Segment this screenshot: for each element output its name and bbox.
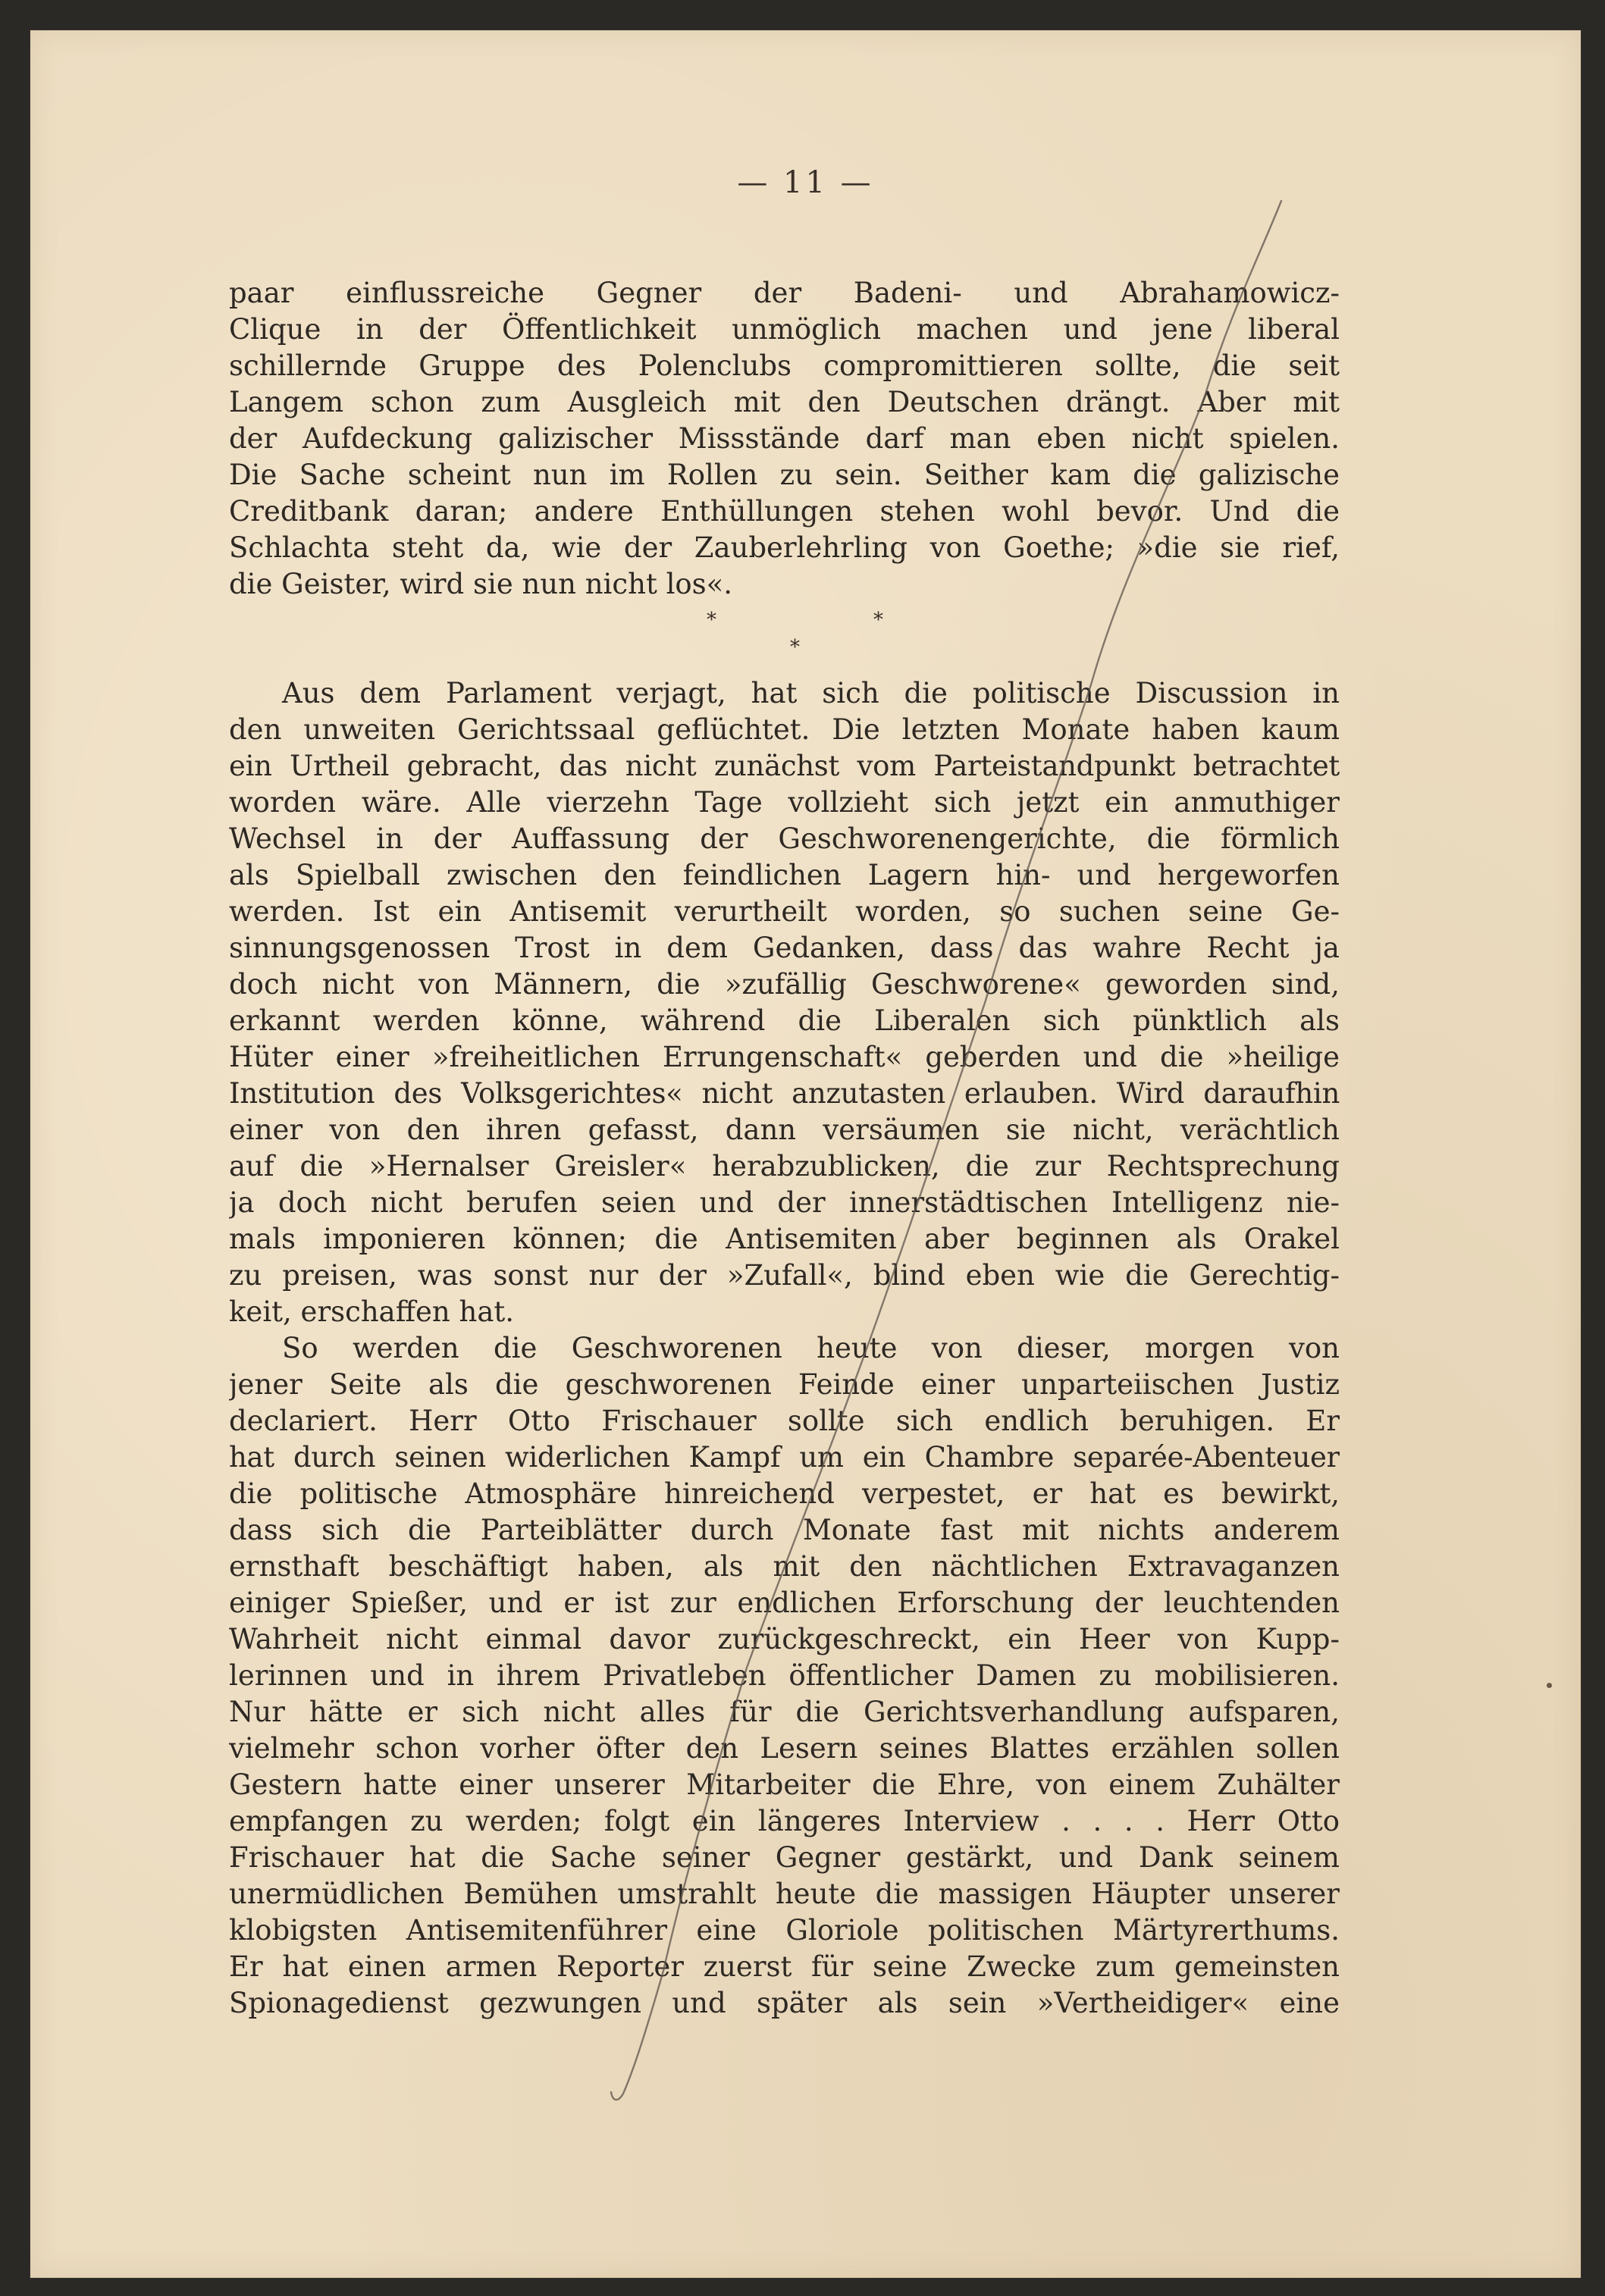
text-line: ein Urtheil gebracht, das nicht zunächst vom Parteistandpunkt betrachtet [229,750,1340,782]
text-line: Langem schon zum Ausgleich mit den Deutschen drängt. Aber mit [229,386,1340,418]
text-line: einer von den ihren gefasst, dann versäumen sie nicht, verächtlich [229,1114,1340,1146]
text-line: Schlachta steht da, wie der Zauberlehrling von Goethe; »die sie rief, [229,531,1340,564]
text-line: vielmehr schon vorher öfter den Lesern seines Blattes erzählen sollen [229,1732,1340,1765]
text-line: Wahrheit nicht einmal davor zurückgeschreckt, ein Heer von Kupp- [229,1623,1340,1655]
text-line: klobigsten Antisemitenführer eine Gloriole politischen Märtyrerthums. [229,1914,1340,1947]
text-line: den unweiten Gerichtssaal geflüchtet. Die letzten Monate haben kaum [229,713,1340,746]
paragraph-2 [229,675,1340,1330]
section-separator [229,603,1340,675]
text-line: erkannt werden könne, während die Liberalen sich pünktlich als [229,1004,1340,1037]
text-line: Creditbank daran; andere Enthüllungen stehen wohl bevor. Und die [229,495,1340,528]
text-line: mals imponieren können; die Antisemiten aber beginnen als Orakel [229,1223,1340,1255]
text-line: einiger Spießer, und er ist zur endlichen Erforschung der leuchtenden [229,1587,1340,1619]
text-line: der Aufdeckung galizischer Missstände darf man eben nicht spielen. [229,422,1340,455]
text-line: zu preisen, was sonst nur der »Zufall«, blind eben wie die Gerechtig- [229,1259,1340,1292]
page-number: — 11 — [737,165,874,200]
text-line: auf die »Hernalser Greisler« herabzublicken, die zur Rechtsprechung [229,1150,1340,1182]
text-line: die politische Atmosphäre hinreichend verpestet, er hat es bewirkt, [229,1477,1340,1510]
body-text [229,275,1340,2022]
text-line: doch nicht von Männern, die »zufällig Geschworene« geworden sind, [229,968,1340,1001]
text-line: empfangen zu werden; folgt ein längeres Interview . . . . Herr Otto [229,1805,1340,1837]
text-line: werden. Ist ein Antisemit verurtheilt worden, so suchen seine Ge- [229,895,1340,928]
asterisk: * [707,609,716,631]
text-line: Clique in der Öffentlichkeit unmöglich machen und jene liberal [229,313,1340,346]
text-line: Institution des Volksgerichtes« nicht anzutasten erlauben. Wird daraufhin [229,1077,1340,1110]
asterisk: * [790,636,800,659]
paragraph-1 [229,275,1340,603]
text-line: schillernde Gruppe des Polenclubs compromittieren sollte, die seit [229,349,1340,382]
paragraph-3 [229,1330,1340,2022]
text-line: die Geister, wird sie nun nicht los«. [229,568,733,600]
text-line: unermüdlichen Bemühen umstrahlt heute die massigen Häupter unserer [229,1878,1340,1910]
asterisk: * [873,609,883,631]
text-line: sinnungsgenossen Trost in dem Gedanken, dass das wahre Recht ja [229,932,1340,964]
text-line: dass sich die Parteiblätter durch Monate fast mit nichts anderem [229,1514,1340,1546]
text-line: Gestern hatte einer unserer Mitarbeiter die Ehre, von einem Zuhälter [229,1768,1340,1801]
text-line: Die Sache scheint nun im Rollen zu sein. Seither kam die galizische [229,459,1340,491]
document-page [30,30,1581,2278]
text-line: als Spielball zwischen den feindlichen Lagern hin- und hergeworfen [229,859,1340,891]
text-line: declariert. Herr Otto Frischauer sollte sich endlich beruhigen. Er [229,1405,1340,1437]
text-line: jener Seite als die geschworenen Feinde einer unparteiischen Justiz [229,1368,1340,1401]
text-line: keit, erschaffen hat. [229,1295,515,1328]
text-line: hat durch seinen widerlichen Kampf um ein Chambre separée-Abenteuer [229,1441,1340,1474]
text-line: worden wäre. Alle vierzehn Tage vollzieht sich jetzt ein anmuthiger [229,786,1340,819]
text-line: ernsthaft beschäftigt haben, als mit den nächtlichen Extravaganzen [229,1550,1340,1583]
text-line: Er hat einen armen Reporter zuerst für seine Zwecke zum gemeinsten [229,1950,1340,1983]
text-line: paar einflussreiche Gegner der Badeni- und Abrahamowicz- [229,277,1340,309]
text-line: Aus dem Parlament verjagt, hat sich die politische Discussion in [282,677,1340,709]
text-line: So werden die Geschworenen heute von dieser, morgen von [282,1332,1340,1364]
text-line: ja doch nicht berufen seien und der innerstädtischen Intelligenz nie- [229,1186,1340,1219]
text-line: Hüter einer »freiheitlichen Errungenschaft« geberden und die »heilige [229,1041,1340,1073]
text-line: Nur hätte er sich nicht alles für die Gerichtsverhandlung aufsparen, [229,1696,1340,1728]
paper-speck [1547,1683,1552,1688]
text-line: Spionagedienst gezwungen und später als sein »Vertheidiger« eine [229,1987,1340,2019]
text-line: Wechsel in der Auffassung der Geschworenengerichte, die förmlich [229,822,1340,855]
text-line: lerinnen und in ihrem Privatleben öffentlicher Damen zu mobilisieren. [229,1659,1340,1692]
text-line: Frischauer hat die Sache seiner Gegner gestärkt, und Dank seinem [229,1841,1340,1874]
